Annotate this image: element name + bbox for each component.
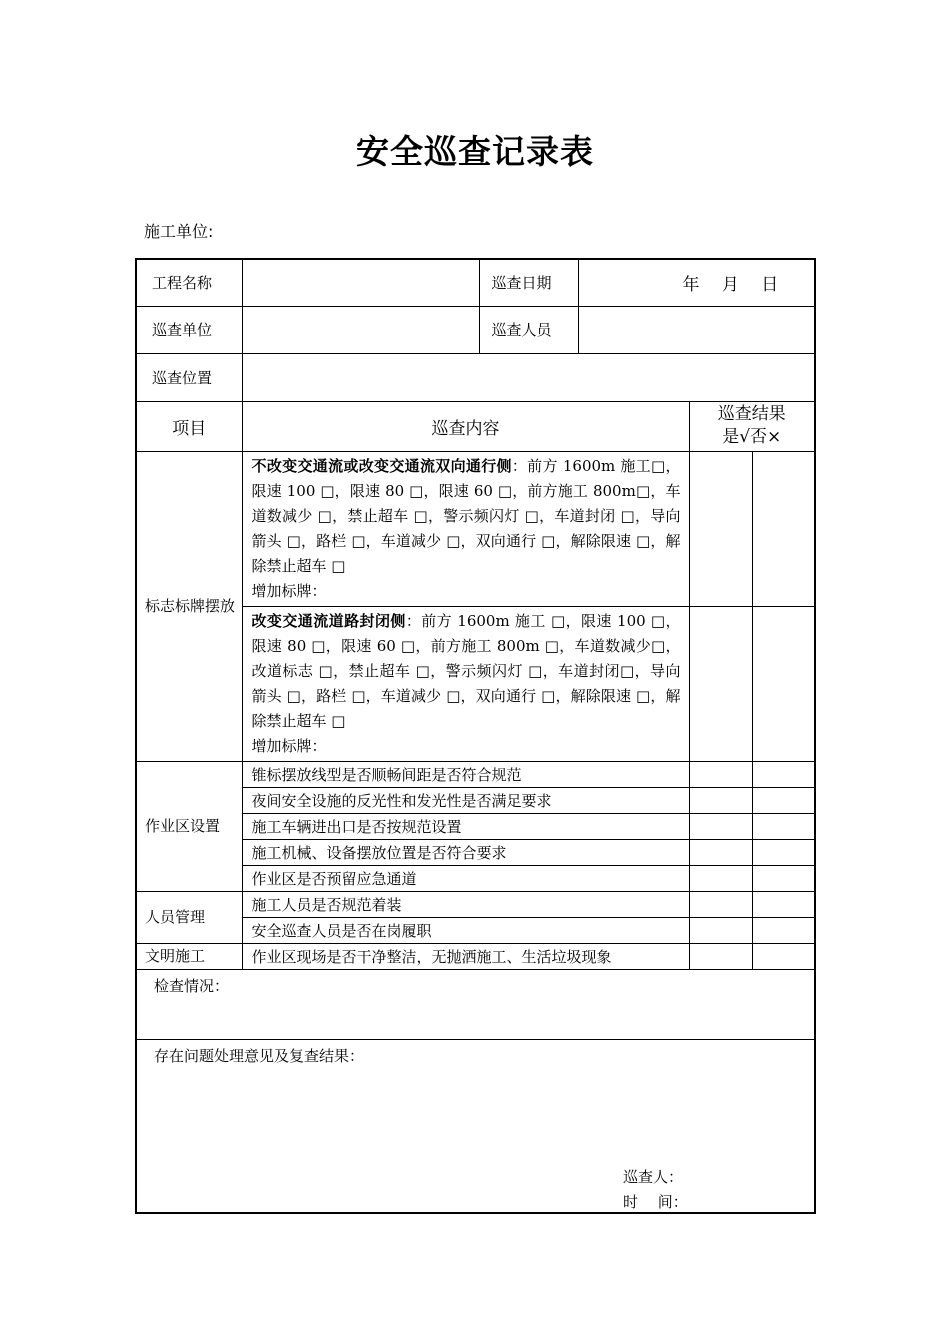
row-inspect-unit: [136, 306, 815, 353]
work-zone-item: 施工车辆进出口是否按规范设置: [242, 813, 689, 839]
signs-block-2-extra: 增加标牌：: [251, 736, 327, 755]
inspection-form-table: [135, 258, 816, 1214]
work-zone-item: 锥标摆放线型是否顺畅间距是否符合规范: [242, 761, 689, 787]
row-project-name: [136, 259, 815, 306]
result-no-cell[interactable]: [752, 839, 815, 865]
work-zone-item: 夜间安全设施的反光性和发光性是否满足要求: [242, 787, 689, 813]
signs-block-1-heading: 不改变交通流或改变交通流双向通行侧: [251, 456, 512, 475]
result-yes-cell[interactable]: [689, 839, 752, 865]
signs-block-1-extra: 增加标牌：: [251, 581, 327, 600]
check-situation-label: 检查情况：: [154, 976, 230, 995]
signs-block-2: [242, 606, 689, 761]
signs-block-1: [242, 451, 689, 606]
inspector-sign-label: 巡查人：: [623, 1167, 684, 1186]
project-name-field[interactable]: [242, 259, 479, 306]
result-no-cell[interactable]: [752, 813, 815, 839]
issues-field[interactable]: [136, 1039, 815, 1213]
inspect-location-label: 巡查位置: [136, 353, 242, 401]
inspect-unit-field[interactable]: [242, 306, 479, 353]
result-yes-cell[interactable]: [689, 451, 752, 606]
result-yes-cell[interactable]: [689, 865, 752, 891]
result-yes-cell[interactable]: [689, 891, 752, 917]
signs-block-2-heading: 改变交通流道路封闭侧: [251, 611, 406, 630]
result-yes-cell[interactable]: [689, 606, 752, 761]
issues-row: [136, 1039, 815, 1213]
result-no-cell[interactable]: [752, 917, 815, 943]
construction-unit-label: 施工单位:: [144, 222, 214, 241]
work-zone-item: 作业区是否预留应急通道: [242, 865, 689, 891]
inspect-date-field[interactable]: 年 月 日: [578, 259, 815, 306]
column-header-row: [136, 401, 815, 451]
result-no-cell[interactable]: [752, 606, 815, 761]
civil-item: 作业区现场是否干净整洁，无抛洒施工、生活垃圾现象: [242, 943, 689, 969]
personnel-item: 安全巡查人员是否在岗履职: [242, 917, 689, 943]
item-column-header: 项目: [136, 401, 242, 451]
result-yes-cell[interactable]: [689, 813, 752, 839]
row-inspect-location: [136, 353, 815, 401]
personnel-category: 人员管理: [136, 891, 242, 943]
inspector-field[interactable]: [578, 306, 815, 353]
work-zone-item: 施工机械、设备摆放位置是否符合要求: [242, 839, 689, 865]
inspect-unit-label: 巡查单位: [136, 306, 242, 353]
result-no-cell[interactable]: [752, 787, 815, 813]
result-no-cell[interactable]: [752, 891, 815, 917]
result-yes-cell[interactable]: [689, 917, 752, 943]
inspect-location-field[interactable]: [242, 353, 815, 401]
work-zone-category: 作业区设置: [136, 761, 242, 891]
result-no-cell[interactable]: [752, 451, 815, 606]
project-name-label: 工程名称: [136, 259, 242, 306]
civil-category: 文明施工: [136, 943, 242, 969]
inspector-label: 巡查人员: [479, 306, 578, 353]
check-situation-field[interactable]: [136, 969, 815, 1039]
signs-category: 标志标牌摆放: [136, 451, 242, 761]
signs-block-1-text: ：前方 1600m 施工□，限速 100 □，限速 80 □，限速 60 □，前方施工 800m□，车道数减少 □，禁止超车 □，警示频闪灯 □，车道封闭 □，导向箭头 □，路栏 □，车道减少 □，双向通行 □，解除限速 □，解除禁止超车 □: [251, 456, 681, 575]
inspect-date-label: 巡查日期: [479, 259, 578, 306]
personnel-item: 施工人员是否规范着装: [242, 891, 689, 917]
signs-block-2-text: ：前方 1600m 施工 □，限速 100 □，限速 80 □，限速 60 □，前方施工 800m □，车道数减少□，改道标志 □，禁止超车 □，警示频闪灯 □，车道封闭□，导向箭头 □，路栏 □，车道减少 □，双向通行 □，解除限速 □，解除禁止超车 □: [251, 611, 681, 730]
content-column-header: 巡查内容: [242, 401, 689, 451]
result-column-header: [689, 401, 815, 451]
page-title: 安全巡查记录表: [356, 132, 594, 171]
check-situation-row: [136, 969, 815, 1039]
result-no-cell[interactable]: [752, 865, 815, 891]
result-yes-cell[interactable]: [689, 787, 752, 813]
result-no-cell[interactable]: [752, 761, 815, 787]
personnel-row: [136, 891, 815, 917]
civil-row: [136, 943, 815, 969]
result-header-line2: 是√否×: [722, 427, 782, 447]
time-sign-label: 时 间：: [623, 1192, 688, 1211]
result-header-line1: 巡查结果: [717, 404, 786, 424]
issues-label: 存在问题处理意见及复查结果：: [154, 1046, 365, 1065]
result-no-cell[interactable]: [752, 943, 815, 969]
result-yes-cell[interactable]: [689, 943, 752, 969]
signs-row-1: [136, 451, 815, 606]
result-yes-cell[interactable]: [689, 761, 752, 787]
work-zone-row: [136, 761, 815, 787]
